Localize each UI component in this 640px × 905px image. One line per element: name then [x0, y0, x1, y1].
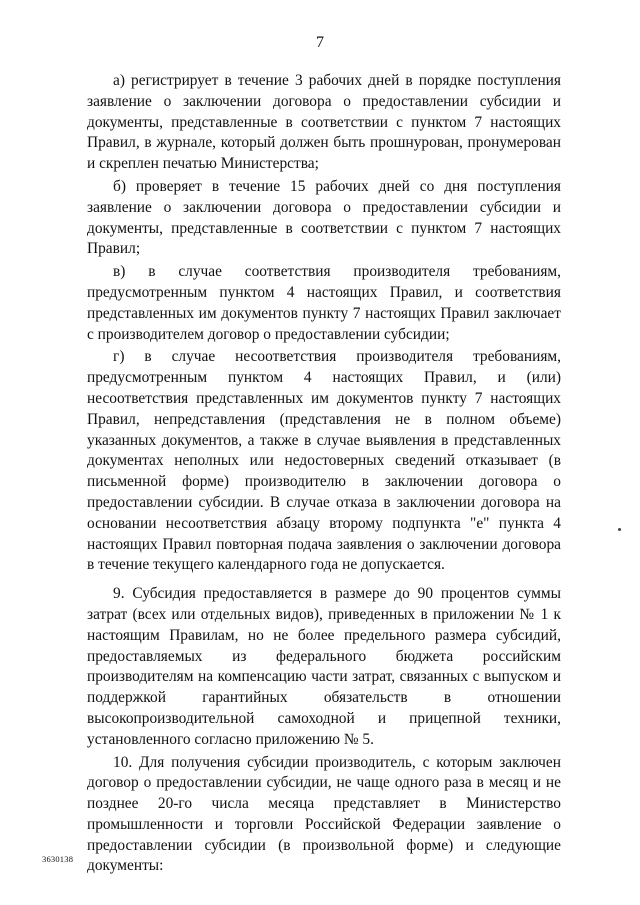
paragraph-a: а) регистрирует в течение 3 рабочих дней в порядке поступления заявление о заключении договора о предоставлении субсидии и документы, представленные в соответствии с пунктом 7 настоящих Правил, в журнале, который должен быть прошнурован, пронумерован и скреплен печатью Министерства;: [87, 72, 561, 173]
document-body: [87, 71, 561, 879]
document-code: 3630138: [42, 854, 74, 864]
scan-speck: [618, 528, 621, 531]
paragraph-v: в) в случае соответствия производителя требованиям, предусмотренным пунктом 4 настоящих Правил, и соответствия представленных им документов пункту 7 настоящих Правил заключает с производителем договор о предоставлении субсидии;: [87, 263, 561, 343]
page-number: 7: [316, 34, 324, 51]
paragraph-10: 10. Для получения субсидии производитель, с которым заключен договор о предоставлении субсидии, не чаще одного раза в месяц и не позднее 20-го числа месяца представляет в Министерство промышленности и торговли Российской Федерации заявление о предоставлении субсидии (в произвольной форме) и следующие документы:: [87, 753, 561, 875]
paragraph-g: г) в случае несоответствия производителя требованиям, предусмотренным пунктом 4 настоящих Правил, и (или) несоответствия представленных им документов пункту 7 настоящих Правил, непредставления (представления не в полном объеме) указанных документов, а также в случае выявления в представленных документах неполных или недостоверных сведений отказывает (в письменной форме) производителю в заключении договора о предоставлении субсидии. В случае отказа в заключении договора на основании несоответствия абзацу второму подпункта "е" пункта 4 настоящих Правил повторная подача заявления о заключении договора в течение текущего календарного года не допускается.: [87, 348, 561, 574]
paragraph-9: 9. Субсидия предоставляется в размере до 90 процентов суммы затрат (всех или отдельных видов), приведенных в приложении № 1 к настоящим Правилам, но не более предельного размера субсидий, предоставляемых из федерального бюджета российским производителям на компенсацию части затрат, связанных с выпуском и поддержкой гарантийных обязательств в отношении высокопроизводительной самоходной и прицепной техники, установленного согласно приложению № 5.: [87, 585, 561, 748]
paragraph-b: б) проверяет в течение 15 рабочих дней со дня поступления заявление о заключении договора о предоставлении субсидии и документы, представленные в соответствии с пунктом 7 настоящих Правил;: [87, 177, 561, 258]
